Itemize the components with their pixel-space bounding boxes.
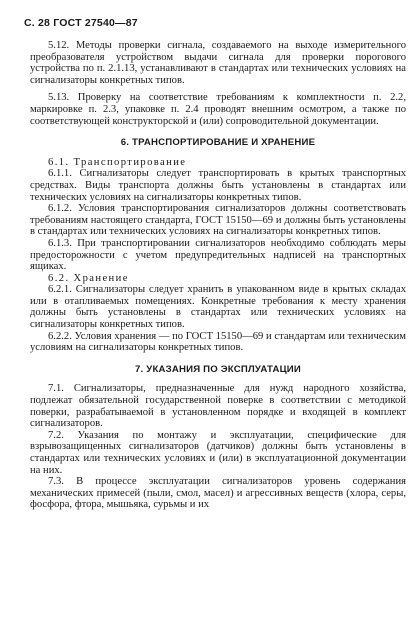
section-6-title: 6. ТРАНСПОРТИРОВАНИЕ И ХРАНЕНИЕ [120, 137, 316, 149]
paragraph-5-13: 5.13. Проверку на соответствие требованиям к комплектности п. 2.2, маркировке п. 2.3, упаковке п. 2.4 проводят внешним осмотром, а также по соответствующей конструкторской и (или) сопроводительной документации. [30, 92, 406, 127]
paragraph-7-1: 7.1. Сигнализаторы, предназначенные для нужд народного хозяйства, подлежат обязательной государственной поверке в соответствии с методикой поверки, разрабатываемой в установленном порядке и входящей в комплект сигнализаторов. [30, 383, 406, 430]
document-body [30, 40, 406, 511]
paragraph-6-2-1: 6.2.1. Сигнализаторы следует хранить в упакованном виде в крытых складах или в отапливаемых помещениях. Конкретные требования к месту хранения должны быть установлены в стандартах или технических условиях на сигнализаторы конкретных типов. [30, 284, 406, 331]
paragraph-5-12: 5.12. Методы проверки сигнала, создаваемого на выходе измерительного преобразователя устройством выдачи сигнала для проверки порогового устройства по п. 2.1.13, устанавливают в стандартах или технических условиях на сигнализаторы конкретных типов. [30, 40, 406, 86]
paragraph-7-3: 7.3. В процессе эксплуатации сигнализаторов уровень содержания механических примесей (пыли, смол, масел) и агрессивных веществ (хлора, серы, фосфора, фтора, мышьяка, сурьмы и их [30, 476, 406, 511]
subheading-6-2: 6.2. Хранение [48, 272, 129, 284]
subheading-6-1: 6.1. Транспортирование [48, 156, 187, 168]
paragraph-6-1-3: 6.1.3. При транспортировании сигнализаторов необходимо соблюдать меры предосторожности с учетом предупредительных надписей на транспортных ящиках. [30, 237, 406, 273]
page-header: С. 28 ГОСТ 27540—87 [24, 17, 138, 29]
paragraph-6-2-2: 6.2.2. Условия хранения — по ГОСТ 15150—69 и стандартам или техническим условиям на сигнализаторы конкретных типов. [30, 330, 406, 354]
paragraph-6-1-1: 6.1.1. Сигнализаторы следует транспортировать в крытых транспортных средствах. Виды транспорта должны быть установлены в стандартах или технических условиях на сигнализаторы конкретных типов. [30, 168, 406, 203]
section-7-title: 7. УКАЗАНИЯ ПО ЭКСПЛУАТАЦИИ [135, 363, 301, 375]
paragraph-6-1-2: 6.1.2. Условия транспортирования сигнализаторов должны соответствовать требованиям настоящего стандарта, ГОСТ 15150—69 и должны быть установлены в стандартах или технических условиях на сигнализаторы конкретных типов. [30, 203, 406, 238]
paragraph-7-2: 7.2. Указания по монтажу и эксплуатации, специфические для взрывозащищенных сигнализаторов (датчиков) должны быть установлены в стандартах или технических условиях и (или) в эксплуатационной документации на них. [30, 429, 406, 476]
